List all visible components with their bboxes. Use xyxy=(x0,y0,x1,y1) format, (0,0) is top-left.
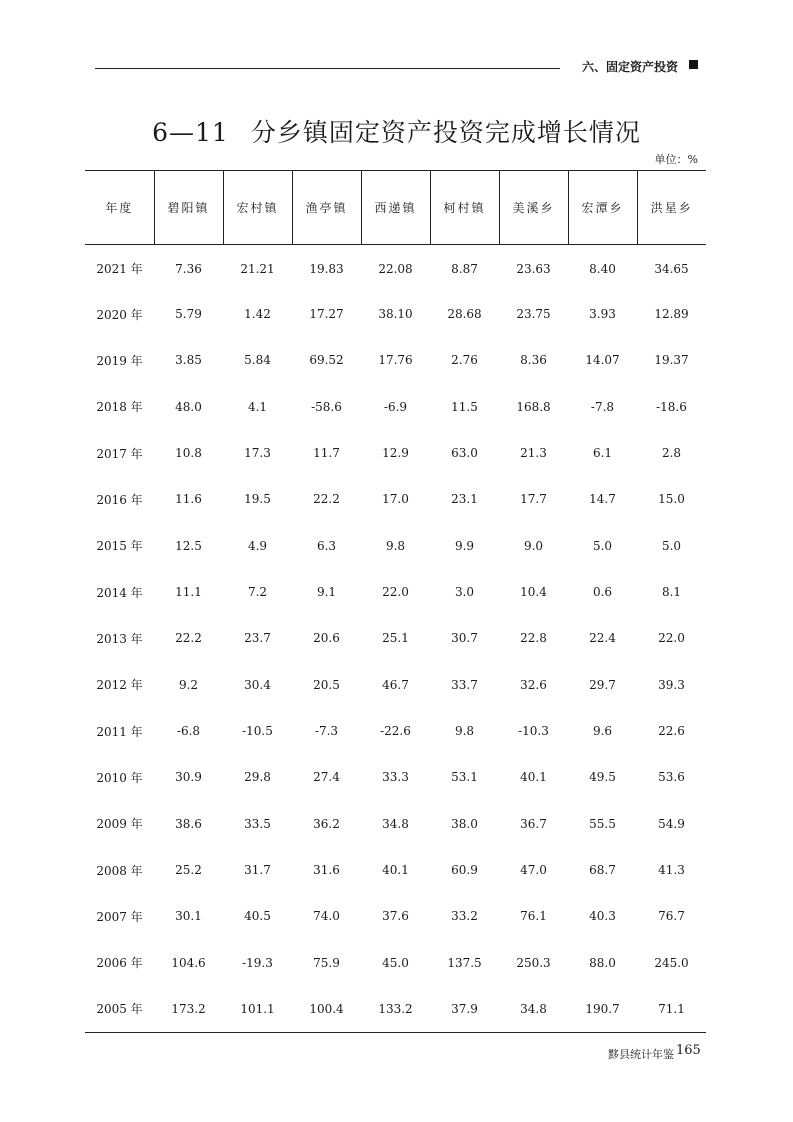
value-cell: 68.7 xyxy=(589,863,616,878)
value-cell: 3.93 xyxy=(589,307,616,322)
value-cell: 45.0 xyxy=(382,955,409,970)
value-cell: 19.5 xyxy=(244,492,271,507)
page-number: 165 xyxy=(676,1043,701,1058)
value-cell: 22.8 xyxy=(520,631,547,646)
value-cell: 7.2 xyxy=(247,585,268,600)
value-cell: 12.9 xyxy=(382,446,409,461)
value-cell: -7.3 xyxy=(314,724,339,739)
table-row xyxy=(85,523,706,569)
value-cell: 30.7 xyxy=(451,631,478,646)
value-cell: 22.4 xyxy=(589,631,616,646)
value-cell: 1.42 xyxy=(244,307,271,322)
value-cell: 9.1 xyxy=(316,585,337,600)
year-cell: 2018 年 xyxy=(96,400,143,415)
table-row xyxy=(85,940,706,986)
value-cell: 76.7 xyxy=(658,909,685,924)
table-row xyxy=(85,986,706,1032)
value-cell: 245.0 xyxy=(654,955,689,970)
value-cell: 36.2 xyxy=(313,816,340,831)
year-cell: 2019 年 xyxy=(96,353,143,368)
value-cell: 32.6 xyxy=(520,677,547,692)
value-cell: 31.7 xyxy=(244,863,271,878)
year-cell: 2008 年 xyxy=(96,863,143,878)
year-cell: 2016 年 xyxy=(96,492,143,507)
table-row xyxy=(85,291,706,337)
value-cell: 30.9 xyxy=(175,770,202,785)
year-cell: 2006 年 xyxy=(96,956,143,971)
value-cell: 31.6 xyxy=(313,863,340,878)
value-cell: 133.2 xyxy=(361,986,430,1032)
value-cell: 38.10 xyxy=(378,307,413,322)
value-cell: -19.3 xyxy=(242,955,273,970)
table-row xyxy=(85,662,706,708)
value-cell: 20.5 xyxy=(313,677,340,692)
value-cell: 74.0 xyxy=(313,909,340,924)
table-row xyxy=(85,708,706,754)
value-cell: 41.3 xyxy=(658,863,685,878)
year-cell: 2021 年 xyxy=(96,262,143,277)
value-cell: 0.6 xyxy=(592,585,613,600)
value-cell: 9.8 xyxy=(454,724,475,739)
value-cell: 22.2 xyxy=(175,631,202,646)
value-cell: 20.6 xyxy=(313,631,340,646)
year-cell: 2011 年 xyxy=(96,724,143,739)
value-cell: -6.8 xyxy=(176,724,201,739)
value-cell: 28.68 xyxy=(447,307,482,322)
table-body xyxy=(85,245,706,1033)
value-cell: 17.7 xyxy=(520,492,547,507)
value-cell: 10.4 xyxy=(520,585,547,600)
value-cell: 34.65 xyxy=(654,261,689,276)
value-cell: 40.5 xyxy=(244,909,271,924)
value-cell: 9.0 xyxy=(523,538,544,553)
value-cell: -10.5 xyxy=(242,724,273,739)
value-cell: 21.21 xyxy=(240,261,275,276)
value-cell: 9.9 xyxy=(454,538,475,553)
value-cell: 5.84 xyxy=(244,353,271,368)
value-cell: 100.4 xyxy=(292,986,361,1032)
value-cell: 3.0 xyxy=(454,585,475,600)
value-cell: -10.3 xyxy=(518,724,549,739)
column-header-yuting: 渔亭镇 xyxy=(292,171,361,245)
value-cell: 46.7 xyxy=(382,677,409,692)
value-cell: 17.0 xyxy=(382,492,409,507)
year-cell: 2015 年 xyxy=(96,539,143,554)
value-cell: 40.3 xyxy=(589,909,616,924)
value-cell: 250.3 xyxy=(516,955,551,970)
value-cell: 36.7 xyxy=(520,816,547,831)
value-cell: 190.7 xyxy=(568,986,637,1032)
value-cell: 22.0 xyxy=(658,631,685,646)
value-cell: 2.76 xyxy=(451,353,478,368)
value-cell: 40.1 xyxy=(520,770,547,785)
header-rule xyxy=(95,68,560,69)
value-cell: 30.4 xyxy=(244,677,271,692)
table-row xyxy=(85,476,706,522)
value-cell: 53.6 xyxy=(658,770,685,785)
value-cell: 34.8 xyxy=(499,986,568,1032)
value-cell: 71.1 xyxy=(637,986,706,1032)
value-cell: 6.1 xyxy=(592,446,613,461)
value-cell: -18.6 xyxy=(656,399,687,414)
year-cell: 2020 年 xyxy=(96,307,143,322)
value-cell: 33.3 xyxy=(382,770,409,785)
value-cell: -7.8 xyxy=(590,399,615,414)
table-row xyxy=(85,384,706,430)
value-cell: -22.6 xyxy=(380,724,411,739)
table-row xyxy=(85,245,706,291)
value-cell: 53.1 xyxy=(451,770,478,785)
value-cell: 34.8 xyxy=(382,816,409,831)
value-cell: -6.9 xyxy=(383,399,408,414)
value-cell: 5.0 xyxy=(661,538,682,553)
value-cell: 19.83 xyxy=(309,261,344,276)
value-cell: 137.5 xyxy=(447,955,482,970)
value-cell: 17.3 xyxy=(244,446,271,461)
value-cell: 8.1 xyxy=(661,585,682,600)
column-header-kecun: 柯村镇 xyxy=(430,171,499,245)
value-cell: 6.3 xyxy=(316,538,337,553)
value-cell: 33.7 xyxy=(451,677,478,692)
value-cell: 23.75 xyxy=(516,307,551,322)
value-cell: 15.0 xyxy=(658,492,685,507)
year-cell: 2007 年 xyxy=(96,909,143,924)
year-cell: 2009 年 xyxy=(96,817,143,832)
value-cell: 8.36 xyxy=(520,353,547,368)
value-cell: 63.0 xyxy=(451,446,478,461)
value-cell: 19.37 xyxy=(654,353,689,368)
year-cell: 2010 年 xyxy=(96,770,143,785)
value-cell: 30.1 xyxy=(175,909,202,924)
column-header-meixi: 美溪乡 xyxy=(499,171,568,245)
value-cell: 8.40 xyxy=(589,261,616,276)
value-cell: 4.9 xyxy=(247,538,268,553)
value-cell: 27.4 xyxy=(313,770,340,785)
value-cell: 173.2 xyxy=(154,986,223,1032)
year-cell: 2013 年 xyxy=(96,631,143,646)
unit-label: 单位：% xyxy=(654,153,698,166)
value-cell: 10.8 xyxy=(175,446,202,461)
value-cell: 3.85 xyxy=(175,353,202,368)
value-cell: 9.2 xyxy=(178,677,199,692)
value-cell: 29.8 xyxy=(244,770,271,785)
value-cell: 4.1 xyxy=(247,399,268,414)
value-cell: 29.7 xyxy=(589,677,616,692)
table-row xyxy=(85,337,706,383)
value-cell: 47.0 xyxy=(520,863,547,878)
value-cell: 37.6 xyxy=(382,909,409,924)
value-cell: 23.63 xyxy=(516,261,551,276)
column-header-biyang: 碧阳镇 xyxy=(154,171,223,245)
value-cell: 11.1 xyxy=(175,585,202,600)
value-cell: 54.9 xyxy=(658,816,685,831)
value-cell: 2.8 xyxy=(661,446,682,461)
value-cell: 22.0 xyxy=(382,585,409,600)
value-cell: 75.9 xyxy=(313,955,340,970)
value-cell: 9.6 xyxy=(592,724,613,739)
table-number: 6—11 xyxy=(152,118,229,147)
value-cell: 49.5 xyxy=(589,770,616,785)
footer-book-title: 黟县统计年鉴 xyxy=(608,1048,674,1061)
value-cell: 23.7 xyxy=(244,631,271,646)
year-cell: 2014 年 xyxy=(96,585,143,600)
value-cell: 25.1 xyxy=(382,631,409,646)
table-row xyxy=(85,754,706,800)
value-cell: 69.52 xyxy=(309,353,344,368)
value-cell: 48.0 xyxy=(175,399,202,414)
value-cell: 104.6 xyxy=(171,955,206,970)
value-cell: 5.79 xyxy=(175,307,202,322)
year-cell: 2017 年 xyxy=(96,446,143,461)
value-cell: 60.9 xyxy=(451,863,478,878)
value-cell: 39.3 xyxy=(658,677,685,692)
value-cell: 22.6 xyxy=(658,724,685,739)
table-title: 分乡镇固定资产投资完成增长情况 xyxy=(250,118,641,147)
value-cell: 25.2 xyxy=(175,863,202,878)
value-cell: 22.08 xyxy=(378,261,413,276)
value-cell: 14.7 xyxy=(589,492,616,507)
column-header-year: 年度 xyxy=(85,171,154,245)
column-header-hongcun: 宏村镇 xyxy=(223,171,292,245)
value-cell: 5.0 xyxy=(592,538,613,553)
table-row xyxy=(85,847,706,893)
value-cell: 33.2 xyxy=(451,909,478,924)
value-cell: 11.6 xyxy=(175,492,202,507)
table-header-row xyxy=(85,171,706,245)
value-cell: 7.36 xyxy=(175,261,202,276)
value-cell: 12.5 xyxy=(175,538,202,553)
table-row xyxy=(85,569,706,615)
value-cell: 9.8 xyxy=(385,538,406,553)
column-header-xidi: 西递镇 xyxy=(361,171,430,245)
value-cell: -58.6 xyxy=(311,399,342,414)
value-cell: 14.07 xyxy=(585,353,620,368)
value-cell: 8.87 xyxy=(451,261,478,276)
value-cell: 38.6 xyxy=(175,816,202,831)
value-cell: 38.0 xyxy=(451,816,478,831)
table-row xyxy=(85,615,706,661)
value-cell: 37.9 xyxy=(430,986,499,1032)
value-cell: 33.5 xyxy=(244,816,271,831)
column-header-hongtan: 宏潭乡 xyxy=(568,171,637,245)
value-cell: 101.1 xyxy=(223,986,292,1032)
year-cell: 2005 年 xyxy=(85,986,154,1032)
value-cell: 55.5 xyxy=(589,816,616,831)
table-row xyxy=(85,893,706,939)
value-cell: 11.5 xyxy=(451,399,478,414)
value-cell: 76.1 xyxy=(520,909,547,924)
section-marker-icon xyxy=(689,60,698,69)
page-title xyxy=(0,113,793,149)
table-row xyxy=(85,801,706,847)
value-cell: 21.3 xyxy=(520,446,547,461)
value-cell: 40.1 xyxy=(382,863,409,878)
value-cell: 17.76 xyxy=(378,353,413,368)
growth-table xyxy=(85,170,706,1033)
year-cell: 2012 年 xyxy=(96,678,143,693)
column-header-hongxing: 洪星乡 xyxy=(637,171,706,245)
value-cell: 88.0 xyxy=(589,955,616,970)
table-row xyxy=(85,430,706,476)
value-cell: 23.1 xyxy=(451,492,478,507)
section-heading: 六、固定资产投资 xyxy=(582,60,679,74)
value-cell: 11.7 xyxy=(313,446,340,461)
value-cell: 17.27 xyxy=(309,307,344,322)
value-cell: 22.2 xyxy=(313,492,340,507)
value-cell: 12.89 xyxy=(654,307,689,322)
value-cell: 168.8 xyxy=(516,399,551,414)
